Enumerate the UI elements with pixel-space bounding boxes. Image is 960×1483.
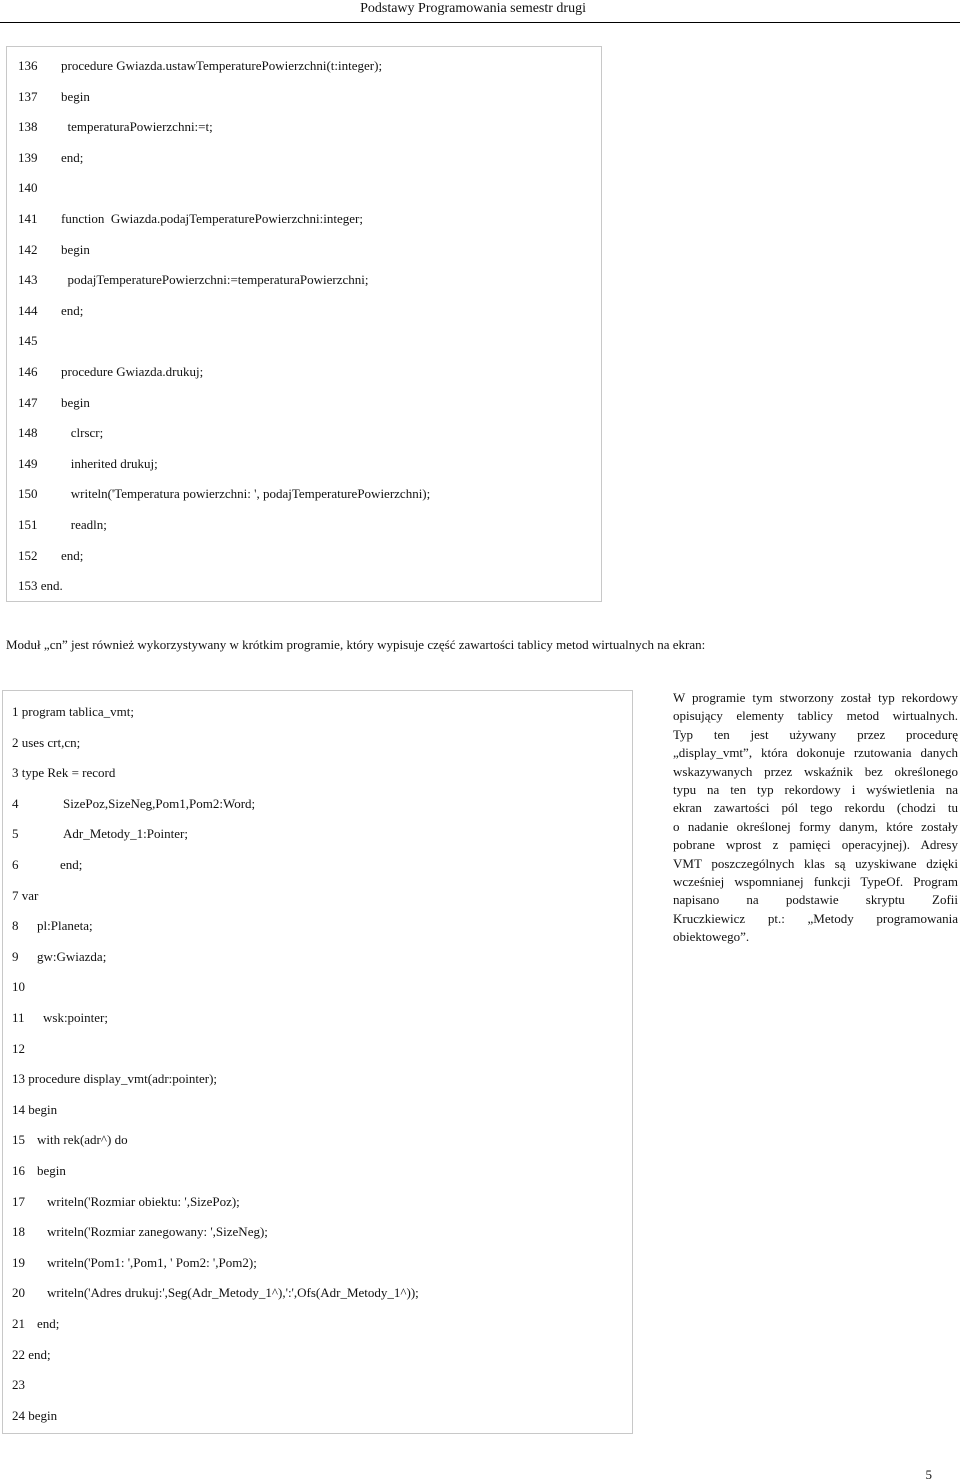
line-number: 153 end. (18, 578, 63, 594)
code-line (18, 150, 588, 166)
header-title: Podstawy Programowania semestr drugi (360, 1, 586, 16)
code-line (18, 242, 588, 258)
text-line: VMT poszczególnych klas są uzyskiwane dzięki (673, 855, 958, 871)
code-line (18, 364, 588, 380)
line-code: begin (61, 241, 90, 257)
line-code: end; (60, 857, 83, 872)
text-line: Kruczkiewicz pt.: „Metody programowania (673, 910, 958, 926)
line-code: function Gwiazda.podajTemperaturePowierzchni:integer; (61, 211, 363, 226)
code-line (12, 796, 622, 812)
code-line (18, 456, 588, 472)
code-line (12, 704, 622, 720)
line-code: pl:Planeta; (37, 918, 93, 934)
code-listing-1 (6, 46, 602, 602)
line-number: 17 (12, 1193, 25, 1209)
code-line (18, 272, 588, 288)
line-code: temperaturaPowierzchni:=t; (61, 119, 213, 135)
code-line (12, 857, 622, 873)
line-number: 7 var (12, 887, 39, 903)
text-line: wskazywanych przez wskaźnik bez określonego (673, 763, 958, 779)
code-line (12, 1347, 622, 1363)
line-number: 152 (18, 547, 38, 563)
line-number: 148 (18, 425, 38, 441)
line-code: begin (61, 394, 90, 410)
code-line (18, 211, 588, 227)
line-number: 22 end; (12, 1346, 51, 1362)
line-number: 146 (18, 364, 38, 379)
line-number: 16 (12, 1163, 25, 1178)
line-code: SizePoz,SizeNeg,Pom1,Pom2:Word; (63, 795, 256, 811)
line-number: 21 (12, 1316, 25, 1331)
code-line (12, 1132, 622, 1148)
code-line (12, 949, 622, 965)
line-number: 11 (12, 1010, 25, 1025)
line-number: 2 uses crt,cn; (12, 734, 81, 750)
code-listing-2 (2, 690, 633, 1434)
code-line (12, 1194, 622, 1210)
line-number: 13 procedure display_vmt(adr:pointer); (12, 1071, 218, 1087)
line-code: with rek(adr^) do (37, 1132, 128, 1148)
code-line (12, 1285, 622, 1301)
line-number: 18 (12, 1224, 25, 1240)
line-number: 139 (18, 149, 38, 165)
code-line (18, 486, 588, 502)
code-line (18, 303, 588, 319)
line-code: end; (61, 547, 84, 563)
code-line (12, 1071, 622, 1087)
line-code: writeln('Rozmiar zanegowany: ',SizeNeg); (47, 1224, 268, 1240)
line-number: 147 (18, 394, 38, 410)
line-number: 10 (12, 979, 25, 995)
line-number: 6 (12, 857, 19, 872)
code-line (12, 826, 622, 842)
line-number: 23 (12, 1377, 25, 1393)
code-line (18, 58, 588, 74)
line-number: 149 (18, 455, 38, 471)
code-line (12, 1010, 622, 1026)
page-header (0, 0, 960, 23)
body-paragraph: Moduł „cn” jest również wykorzystywany w krótkim programie, który wypisuje część zawartości tablicy metod wirtualnych na ekran: (6, 637, 706, 652)
code-line (12, 1163, 622, 1179)
line-number: 140 (18, 180, 38, 196)
line-code: procedure Gwiazda.ustawTemperaturePowierzchni(t:integer); (61, 58, 383, 73)
line-code: end; (37, 1316, 60, 1331)
line-number: 150 (18, 486, 38, 502)
text-line: obiektowego”. (673, 929, 750, 945)
text-line: W programie tym stworzony został typ rekordowy (673, 690, 958, 705)
code-line (12, 735, 622, 751)
text-line: napisano na podstawie skryptu Zofii (673, 892, 958, 908)
text-line: ekran zawartości pól tego rekordu (chodzi tu (673, 800, 958, 816)
text-line: typu na ten typ rekordowy i wyświetlenia na (673, 781, 958, 797)
line-code: podajTemperaturePowierzchni:=temperaturaPowierzchni; (61, 272, 369, 288)
line-number: 15 (12, 1132, 25, 1148)
line-code: end; (61, 149, 84, 165)
line-code: inherited drukuj; (61, 455, 158, 471)
line-code: writeln('Adres drukuj:',Seg(Adr_Metody_1^),':',Ofs(Adr_Metody_1^)); (47, 1285, 419, 1301)
code-line (12, 979, 622, 995)
page-number: 5 (925, 1467, 932, 1482)
code-line (12, 1408, 622, 1424)
line-code: end; (61, 302, 84, 318)
line-number: 9 (12, 948, 19, 964)
side-description (673, 689, 958, 946)
code-line (12, 1041, 622, 1057)
text-line: pobrane wprost z pamięci operacyjnej). Adresy (673, 837, 958, 853)
line-number: 138 (18, 119, 38, 135)
code-line (12, 765, 622, 781)
line-number: 137 (18, 88, 38, 104)
line-number: 8 (12, 918, 19, 934)
code-line (18, 89, 588, 105)
line-code: clrscr; (61, 425, 104, 441)
line-code: begin (61, 88, 90, 104)
code-line (12, 1224, 622, 1240)
line-code: readln; (61, 517, 107, 532)
code-line (12, 1377, 622, 1393)
text-line: „display_vmt”, która dokonuje rzutowania danych (673, 745, 958, 761)
code-line (12, 918, 622, 934)
code-line (18, 578, 588, 594)
code-line (18, 425, 588, 441)
line-number: 5 (12, 826, 19, 842)
line-code: gw:Gwiazda; (37, 948, 107, 964)
code-line (18, 333, 588, 349)
line-number: 145 (18, 333, 38, 349)
line-number: 141 (18, 211, 38, 226)
line-code: writeln('Rozmiar obiektu: ',SizePoz); (47, 1193, 240, 1209)
code-line (12, 1102, 622, 1118)
line-number: 19 (12, 1254, 25, 1270)
code-line (18, 119, 588, 135)
line-number: 151 (18, 517, 38, 532)
line-code: begin (37, 1163, 66, 1178)
line-number: 4 (12, 795, 19, 811)
line-number: 142 (18, 241, 38, 257)
line-number: 14 begin (12, 1101, 58, 1117)
line-code: writeln('Temperatura powierzchni: ', podajTemperaturePowierzchni); (61, 486, 431, 502)
code-line (18, 548, 588, 564)
line-code: Adr_Metody_1:Pointer; (63, 826, 188, 842)
code-line (18, 180, 588, 196)
text-line: opisujący elementy tablicy metod wirtualnych. (673, 708, 958, 724)
line-code: procedure Gwiazda.drukuj; (61, 364, 204, 379)
text-line: o nadanie określonej formy danym, które zostały (673, 818, 958, 834)
code-line (12, 1255, 622, 1271)
line-number: 144 (18, 302, 38, 318)
code-line (12, 888, 622, 904)
line-number: 143 (18, 272, 38, 288)
text-line: Typ ten jest używany przez procedurę (673, 726, 958, 742)
text-line: wcześniej wspomnianej funkcji TypeOf. Program (673, 873, 958, 889)
line-code: writeln('Pom1: ',Pom1, ' Pom2: ',Pom2); (47, 1254, 257, 1270)
line-number: 24 begin (12, 1407, 58, 1423)
line-number: 1 program tablica_vmt; (12, 704, 135, 719)
code-line (12, 1316, 622, 1332)
code-line (18, 395, 588, 411)
line-code: wsk:pointer; (43, 1010, 108, 1025)
line-number: 12 (12, 1040, 25, 1056)
line-number: 136 (18, 58, 38, 73)
line-number: 3 type Rek = record (12, 765, 116, 781)
line-number: 20 (12, 1285, 25, 1301)
code-line (18, 517, 588, 533)
